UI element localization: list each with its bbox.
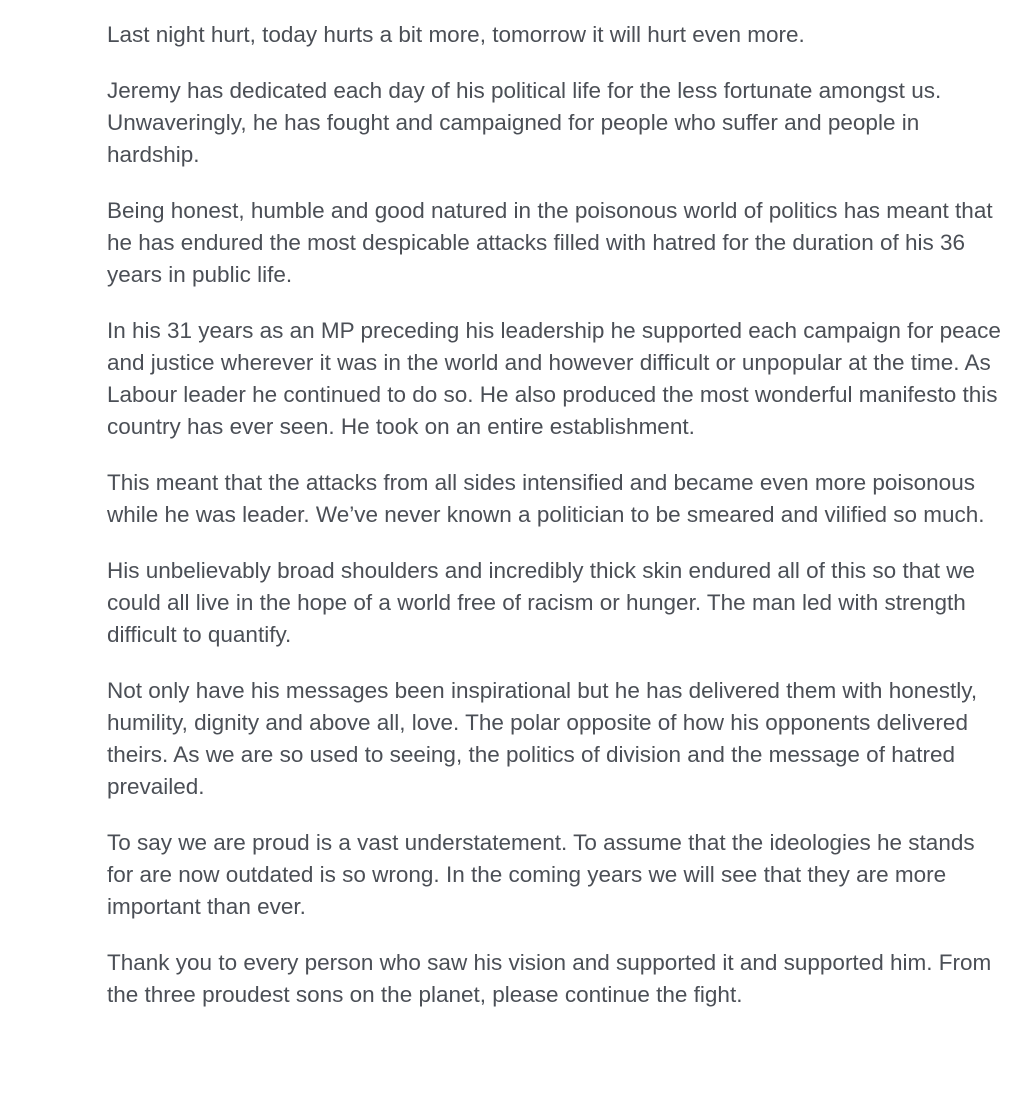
paragraph-leadership: This meant that the attacks from all sides intensified and became even more poisonous while he was leader. We’ve never known a politician to be smeared and vilified so much. (107, 470, 985, 527)
paragraph-thanks: Thank you to every person who saw his vision and supported it and supported him. From the three proudest sons on the planet, please continue the fight. (107, 950, 992, 1007)
paragraph-pride: To say we are proud is a vast understatement. To assume that the ideologies he stands for are now outdated is so wrong. In the coming years we will see that they are more important than ever. (107, 830, 975, 919)
paragraph-strength: His unbelievably broad shoulders and incredibly thick skin endured all of this so that we could all live in the hope of a world free of racism or hunger. The man led with strength difficult to quantify. (107, 558, 975, 647)
paragraph-attacks: Being honest, humble and good natured in the poisonous world of politics has meant that he has endured the most despicable attacks filled with hatred for the duration of his 36 years in public life. (107, 198, 993, 287)
paragraph-messages: Not only have his messages been inspirational but he has delivered them with honestly, humility, dignity and above all, love. The polar opposite of how his opponents delivered theirs. As we are so used to seeing, the politics of division and the message of hatred prevailed. (107, 678, 978, 799)
paragraph-dedication: Jeremy has dedicated each day of his political life for the less fortunate amongst us. Unwaveringly, he has fought and campaigned for people who suffer and people in hardship. (107, 78, 942, 167)
paragraph-career: In his 31 years as an MP preceding his leadership he supported each campaign for peace and justice wherever it was in the world and however difficult or unpopular at the time. As Labour leader he continued to do so. He also produced the most wonderful manifesto this country has ever seen. He took on an entire establishment. (107, 318, 1001, 439)
statement-text (107, 19, 1007, 1011)
paragraph-opening: Last night hurt, today hurts a bit more, tomorrow it will hurt even more. (107, 22, 805, 47)
